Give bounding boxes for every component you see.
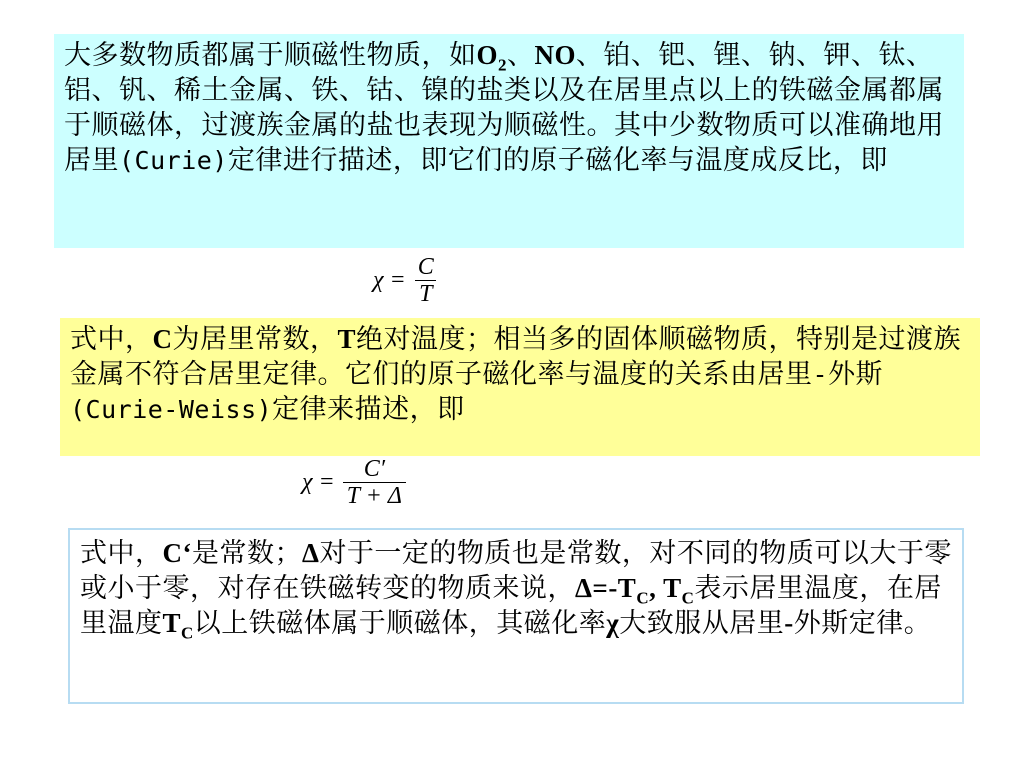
curie-law-formula [373,254,438,307]
text: 、铂、钯、锂、钠、钾、钛、铝、钒、稀土金属、铁、钴、镍的盐类以及在居里点以上的铁磁金属都属于顺磁体，过渡族金属的盐也表现为顺磁性。其中少数物质可以准确地用居里 [64,40,944,176]
symbol-chi: χ [606,608,620,638]
denominator: T + Δ [343,482,406,509]
text: 、 [507,40,535,71]
symbol-c-prime: C‘ [162,538,192,568]
text: 表示居里温度，在居里温度 [80,573,942,639]
text: 定律进行描述，即它们的原子磁化率与温度成反比，即 [227,145,888,176]
text: 是常数； [192,538,302,569]
text: 大致服从居里 [619,608,785,639]
paragraph-constants [68,528,964,704]
formula-o2 [476,40,508,75]
text: 式中， [70,324,153,355]
curie-term: (Curie) [119,146,228,175]
subscript: 2 [498,55,508,75]
text: 绝对温度；相当多的固体顺磁物质，特别是过渡族金属不符合居里定律。它们的原子磁化率与温度的关系由居里 [70,324,962,390]
formula-lhs: χ = [302,469,335,495]
numerator: C [417,254,434,280]
text: 外斯定律。 [793,608,932,639]
fraction [414,254,438,307]
text: 为居里常数， [172,324,338,355]
subscript: C [636,588,650,608]
text: Δ=-T [575,573,637,603]
dash: - [812,360,829,389]
text: 外斯 [828,359,884,390]
text: 以上铁磁体属于顺磁体，其磁化率 [193,608,607,639]
paragraph-curie-weiss [60,318,980,456]
text: T [162,608,182,638]
symbol-c: C [152,324,173,354]
numerator: C′ [363,456,385,482]
formula-no: NO [534,40,577,70]
curie-weiss-term: (Curie-Weiss) [70,395,273,424]
text: O [476,40,499,70]
text: 式中， [80,538,163,569]
fraction [343,456,406,509]
symbol-tc [162,608,194,643]
text: , T [649,573,682,603]
subscript: C [681,588,695,608]
formula-lhs: χ = [373,267,406,293]
paragraph-curie-law [54,34,964,248]
text: 定律来描述，即 [272,394,465,425]
denominator: T [415,280,436,307]
dash: - [784,608,794,638]
symbol-delta: Δ [302,538,320,568]
text: 对于一定的物质也是常数，对不同的物质可以大于零或小于零，对存在铁磁转变的物质来说， [80,538,952,604]
curie-weiss-formula [302,456,406,509]
symbol-t: T [337,324,357,354]
delta-equation [575,573,695,608]
text: 大多数物质都属于顺磁性物质，如 [64,40,477,71]
subscript: C [181,623,194,643]
